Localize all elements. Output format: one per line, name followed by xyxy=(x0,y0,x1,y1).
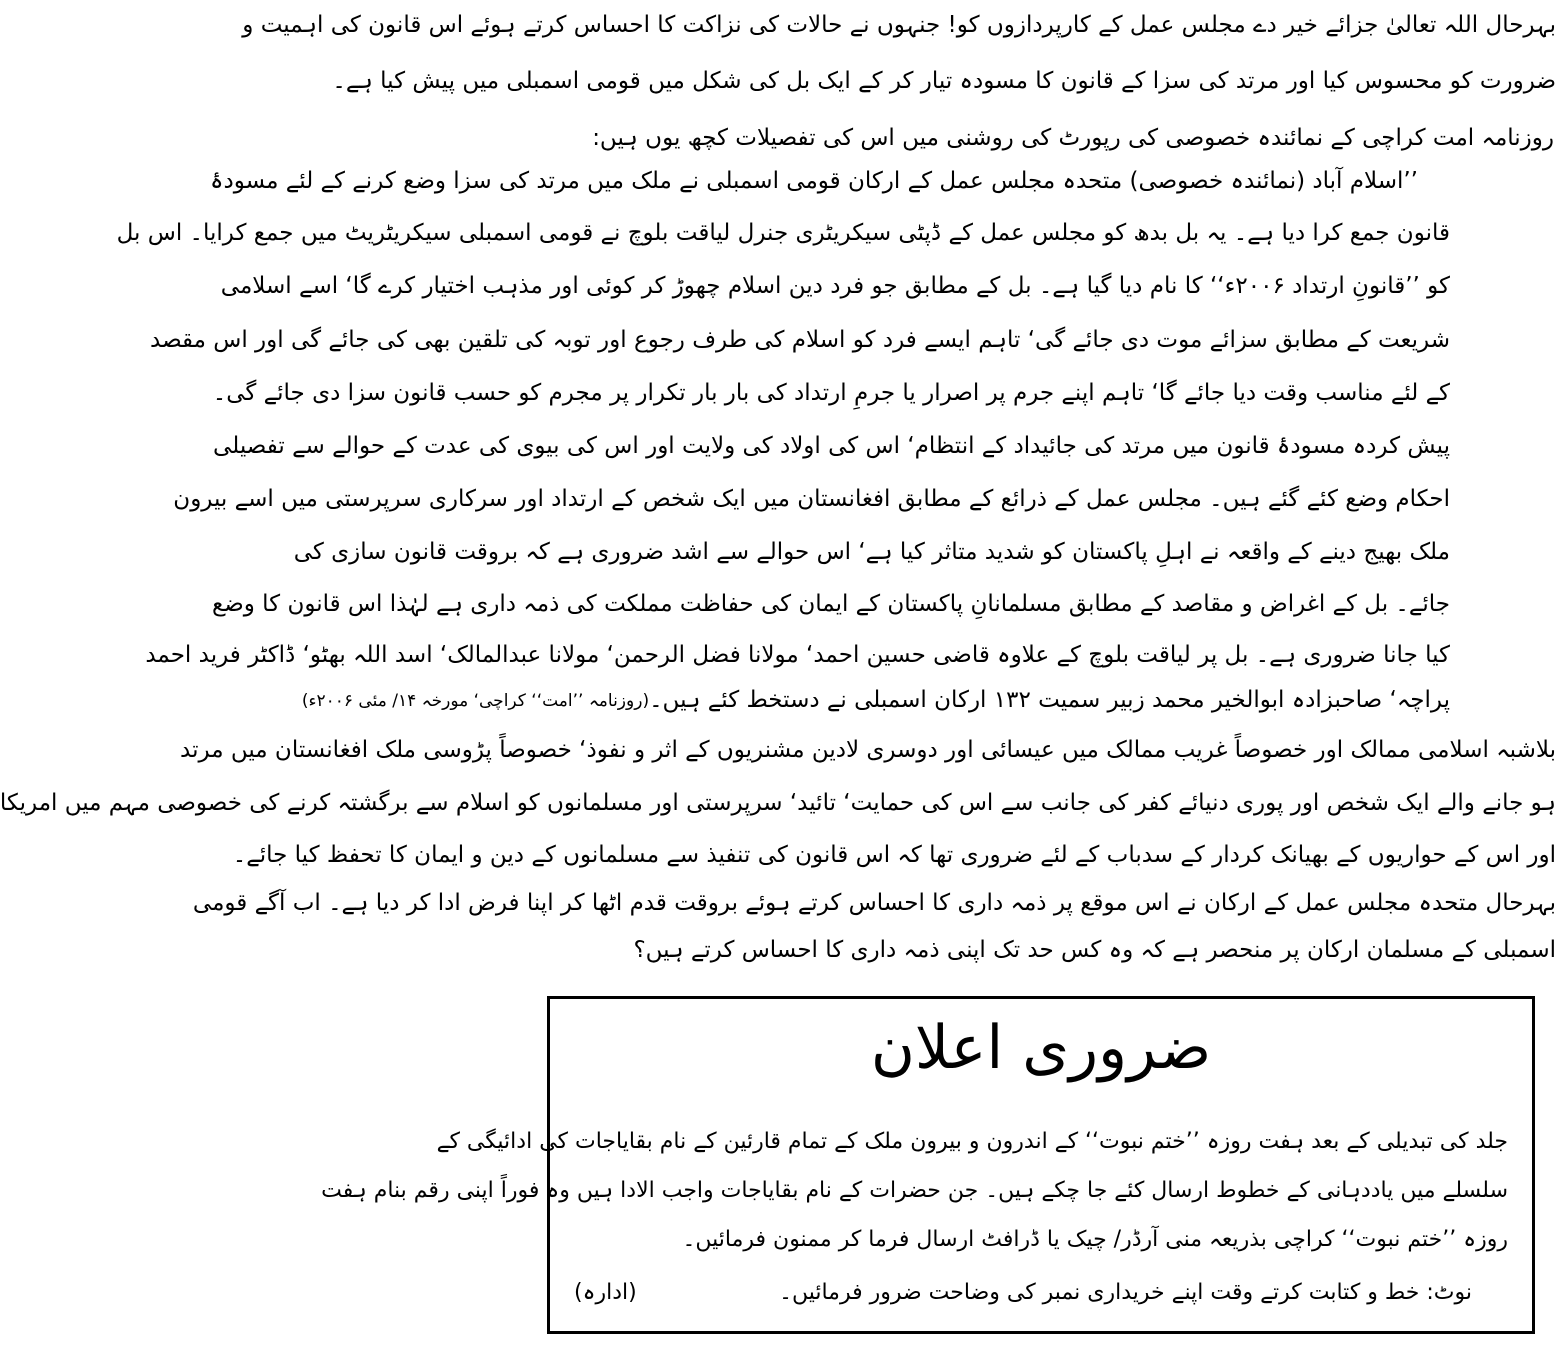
notice-box xyxy=(321,996,1535,1334)
quote-line-7: احکام وضع کئے گئے ہیں۔ مجلس عمل کے ذرائع کے مطابق افغانستان میں ایک شخص کے ارتداد اور سرکاری سرپرستی میں اسے بیرون xyxy=(173,486,1450,512)
notice-title: ضروری اعلان xyxy=(870,1013,1212,1083)
quote-source: (روزنامہ ’’امت‘‘ کراچی‘ مورخہ ۱۴/ مئی ۲۰۰۶ء) xyxy=(301,690,650,711)
closing-line-5: اسمبلی کے مسلمان ارکان پر منحصر ہے کہ وہ کس حد تک اپنی ذمہ داری کا احساس کرتے ہیں؟ xyxy=(633,937,1556,963)
closing-line-2: ہو جانے والے ایک شخص اور پوری دنیائے کفر کی جانب سے اس کی حمایت‘ تائید‘ سرپرستی اور مسلمانوں کو اسلام سے برگشتہ کرنے کی خصوصی مہم میں امریکا xyxy=(0,790,1556,816)
quote-line-3: کو ’’قانونِ ارتداد ۲۰۰۶ء‘‘ کا نام دیا گیا ہے۔ بل کے مطابق جو فرد دین اسلام چھوڑ کر کوئی اور مذہب اختیار کرے گا‘ اسے اسلامی xyxy=(220,273,1450,299)
quote-last-row xyxy=(301,685,1450,715)
intro-line-2: ضرورت کو محسوس کیا اور مرتد کی سزا کے قانون کا مسودہ تیار کر کے ایک بل کی شکل میں قومی اسمبلی میں پیش کیا ہے۔ xyxy=(332,68,1556,94)
quote-line-5: کے لئے مناسب وقت دیا جائے گا‘ تاہم اپنے جرم پر اصرار یا جرمِ ارتداد کی بار بار تکرار پر مجرم کو حسب قانون سزا دی جائے گی۔ xyxy=(212,380,1450,406)
quote-line-2: قانون جمع کرا دیا ہے۔ یہ بل بدھ کو مجلس عمل کے ڈپٹی سیکریٹری جنرل لیاقت بلوچ نے قومی اسمبلی سیکریٹریٹ میں جمع کرایا۔ اس بل xyxy=(116,220,1450,246)
intro-line-1: بہرحال اللہ تعالیٰ جزائے خیر دے مجلس عمل کے کارپردازوں کو! جنہوں نے حالات کی نزاکت کا احساس کرتے ہوئے اس قانون کی اہمیت و xyxy=(242,12,1556,38)
notice-line-2: سلسلے میں یاددہانی کے خطوط ارسال کئے جا چکے ہیں۔ جن حضرات کے نام بقایاجات واجب الادا ہیں وہ فوراً اپنی رقم بنام ہفت xyxy=(321,1178,1508,1203)
intro-line-3: روزنامہ امت کراچی کے نمائندہ خصوصی کی رپورٹ کی روشنی میں اس کی تفصیلات کچھ یوں ہیں: xyxy=(592,125,1554,151)
notice-line-1: جلد کی تبدیلی کے بعد ہفت روزہ ’’ختم نبوت‘‘ کے اندرون و بیرون ملک کے تمام قارئین کے نام بقایاجات کی ادائیگی کے xyxy=(436,1129,1508,1154)
quote-last-line: پراچہ‘ صاحبزادہ ابوالخیر محمد زبیر سمیت ۱۳۲ ارکان اسمبلی نے دستخط کئے ہیں۔ xyxy=(649,687,1450,713)
notice-note: نوٹ: خط و کتابت کرتے وقت اپنے خریداری نمبر کی وضاحت ضرور فرمائیں۔ xyxy=(779,1279,1472,1305)
closing-line-3: اور اس کے حواریوں کے بھیانک کردار کے سدباب کے لئے ضروری تھا کہ اس قانون کی تنفیذ سے مسلمانوں کے دین و ایمان کا تحفظ کیا جائے۔ xyxy=(232,842,1556,868)
notice-note-row xyxy=(574,1277,1472,1307)
quote-line-4: شریعت کے مطابق سزائے موت دی جائے گی‘ تاہم ایسے فرد کو اسلام کی طرف رجوع اور توبہ کی تلقین بھی کی جائے گی اور اس مقصد xyxy=(150,327,1450,353)
closing-line-4: بہرحال متحدہ مجلس عمل کے ارکان نے اس موقع پر ذمہ داری کا احساس کرتے ہوئے بروقت قدم اٹھا کر اپنا فرض ادا کر دیا ہے۔ اب آگے قومی xyxy=(192,890,1556,916)
notice-signature: (ادارہ) xyxy=(574,1279,637,1305)
notice-line-3: روزہ ’’ختم نبوت‘‘ کراچی بذریعہ منی آرڈر/ چیک یا ڈرافٹ ارسال فرما کر ممنون فرمائیں۔ xyxy=(682,1227,1508,1252)
quote-line-6: پیش کردہ مسودۂ قانون میں مرتد کی جائیداد کے انتظام‘ اس کی اولاد کی ولایت اور اس کی بیوی کی عدت کے حوالے سے تفصیلی xyxy=(213,433,1450,459)
quote-line-10: کیا جانا ضروری ہے۔ بل پر لیاقت بلوچ کے علاوہ قاضی حسین احمد‘ مولانا فضل الرحمن‘ مولانا عبدالمالک‘ اسد اللہ بھٹو‘ ڈاکٹر فرید احمد xyxy=(145,642,1450,668)
quote-line-8: ملک بھیج دینے کے واقعہ نے اہلِ پاکستان کو شدید متاثر کیا ہے‘ اس حوالے سے اشد ضروری ہے کہ بروقت قانون سازی کی xyxy=(293,539,1450,565)
quote-line-9: جائے۔ بل کے اغراض و مقاصد کے مطابق مسلمانانِ پاکستان کے ایمان کی حفاظت مملکت کی ذمہ داری ہے لہٰذا اس قانون کا وضع xyxy=(211,591,1450,617)
closing-line-1: بلاشبہ اسلامی ممالک اور خصوصاً غریب ممالک میں عیسائی اور دوسری لادین مشنریوں کے اثر و نفوذ‘ خصوصاً پڑوسی ملک افغانستان میں مرتد xyxy=(180,737,1556,763)
quote-line-1: ’’اسلام آباد (نمائندہ خصوصی) متحدہ مجلس عمل کے ارکان قومی اسمبلی نے ملک میں مرتد کی سزا وضع کرنے کے لئے مسودۂ xyxy=(210,168,1418,194)
